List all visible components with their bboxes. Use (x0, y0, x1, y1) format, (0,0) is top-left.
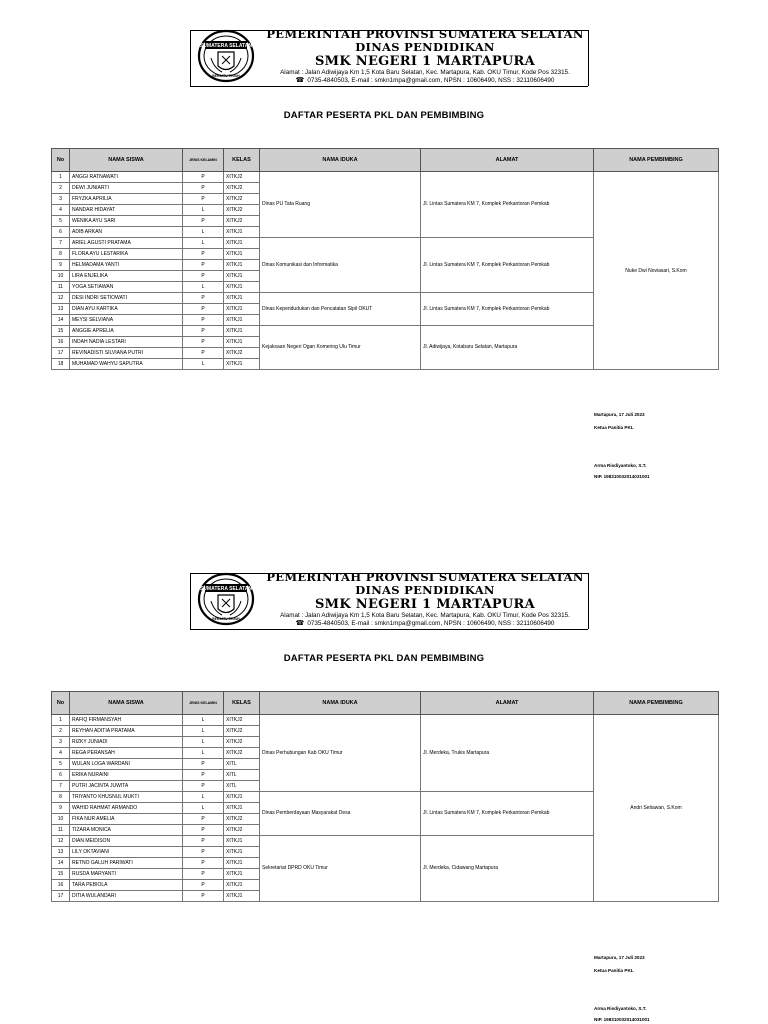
cell-nama: RAFIQ FIRMANSYAH (70, 715, 183, 726)
table-row (52, 172, 719, 183)
cell-iduka-name: Dinas PU Tata Ruang (260, 172, 421, 238)
cell-kelas: XITKJ2 (224, 172, 260, 183)
cell-jk: L (183, 726, 224, 737)
cell-no: 8 (52, 249, 70, 260)
letterhead-line-2: DINAS PENDIDIKAN (355, 40, 495, 54)
cell-jk: P (183, 781, 224, 792)
cell-jk: P (183, 260, 224, 271)
cell-kelas: XITKJ1 (224, 260, 260, 271)
cell-nama: MEYSI SELVIANA (70, 315, 183, 326)
column-header-nama: NAMA SISWA (70, 149, 183, 172)
cell-kelas: XITKJ2 (224, 715, 260, 726)
cell-kelas: XITKJ1 (224, 858, 260, 869)
letterhead-school-name: SMK NEGERI 1 MARTAPURA (314, 597, 536, 612)
cell-kelas: XITKJ2 (224, 737, 260, 748)
cell-no: 12 (52, 293, 70, 304)
column-header-kelas: KELAS (224, 692, 260, 715)
cell-no: 3 (52, 194, 70, 205)
cell-nama: DIAN MEIDISON (70, 836, 183, 847)
cell-iduka-address: Jl. Adiwijaya, Kotabaru Selatan, Martapura (421, 326, 594, 370)
table-header-row (52, 692, 719, 715)
cell-nama: RETNO GALUH PARIWATI (70, 858, 183, 869)
cell-kelas: XITKJ1 (224, 891, 260, 902)
cell-jk: P (183, 348, 224, 359)
cell-kelas: XITKJ1 (224, 803, 260, 814)
cell-no: 5 (52, 759, 70, 770)
cell-nama: REGA PERANSAH (70, 748, 183, 759)
cell-iduka-address: Jl. Lintas Sumatera KM 7, Komplek Perkantoran Pemkab (421, 238, 594, 293)
cell-kelas: XITKJ2 (224, 205, 260, 216)
cell-jk: L (183, 359, 224, 370)
emblem-bottom-text: BERSATU TEGUH (212, 617, 240, 621)
cell-nama: ARIEL AGUSTI PRATAMA (70, 238, 183, 249)
cell-no: 17 (52, 348, 70, 359)
cell-kelas: XITKJ2 (224, 348, 260, 359)
cell-jk: P (183, 770, 224, 781)
cell-nama: WENIKA AYU SARI (70, 216, 183, 227)
cell-jk: L (183, 792, 224, 803)
column-header-alamat: ALAMAT (421, 692, 594, 715)
cell-kelas: XITKJ2 (224, 814, 260, 825)
cell-nama: MUHAMAD WAHYU SAPUTRA (70, 359, 183, 370)
cell-no: 11 (52, 282, 70, 293)
cell-nama: ANGGIE APRELIA (70, 326, 183, 337)
letterhead-left-rule (190, 30, 191, 86)
letterhead-address: Alamat : Jalan Adiwijaya Km 1,5 Kota Baru Selatan, Kec. Martapura, Kab. OKU Timur, Kode Pos 32315. (280, 612, 570, 619)
cell-nama: NANDAR HIDAYAT (70, 205, 183, 216)
cell-no: 8 (52, 792, 70, 803)
cell-nama: ADIB ARKAN (70, 227, 183, 238)
signature-date: Martapura, 17 Juli 2023 (594, 412, 645, 417)
letterhead-line-1: PEMERINTAH PROVINSI SUMATERA SELATAN (266, 27, 584, 41)
cell-nama: LILY OKTAVIANI (70, 847, 183, 858)
letterhead (0, 571, 768, 629)
cell-kelas: XITKJ1 (224, 792, 260, 803)
cell-kelas: XITKJ1 (224, 337, 260, 348)
cell-no: 1 (52, 172, 70, 183)
cell-iduka-name: Kejaksaan Negeri Ogan Komering Ulu Timur (260, 326, 421, 370)
cell-nama: FLORA AYU LESTARIKA (70, 249, 183, 260)
cell-jk: P (183, 304, 224, 315)
letterhead-address: Alamat : Jalan Adiwijaya Km 1,5 Kota Baru Selatan, Kec. Martapura, Kab. OKU Timur, Kode Pos 32315. (280, 69, 570, 76)
cell-kelas: XITKJ2 (224, 726, 260, 737)
participant-table (51, 148, 719, 370)
cell-jk: P (183, 315, 224, 326)
cell-nama: TARA PEBIOLA (70, 880, 183, 891)
cell-kelas: XITKJ2 (224, 183, 260, 194)
cell-iduka-name: Dinas Komunikasi dan Informatika (260, 238, 421, 293)
cell-no: 2 (52, 726, 70, 737)
cell-nama: DITIA WULANDARI (70, 891, 183, 902)
cell-jk: P (183, 847, 224, 858)
signature-role: Ketua Panitia PKL (594, 968, 634, 973)
cell-nama: WAHID RAHMAT ARMANDO (70, 803, 183, 814)
emblem-top-text: SUMATERA SELATAN (199, 43, 253, 50)
cell-iduka-address: Jl. Merdeka, Trukis Martapura (421, 715, 594, 792)
cell-jk: P (183, 183, 224, 194)
column-header-pembimbing: NAMA PEMBIMBING (594, 692, 719, 715)
letterhead-school-name: SMK NEGERI 1 MARTAPURA (314, 54, 536, 69)
letterhead-text (260, 28, 590, 85)
cell-jk: P (183, 869, 224, 880)
cell-jk: P (183, 337, 224, 348)
cell-jk: P (183, 249, 224, 260)
cell-iduka-name: Dinas Perhubungan Kab OKU Timur (260, 715, 421, 792)
document-page-1 (0, 27, 768, 479)
letterhead-line-2: DINAS PENDIDIKAN (355, 583, 495, 597)
cell-jk: P (183, 825, 224, 836)
cell-jk: P (183, 891, 224, 902)
cell-supervisor: Nuke Dwi Noviasari, S.Kom (594, 172, 719, 370)
cell-kelas: XITKJ1 (224, 227, 260, 238)
signature-name: Arma Risdiyantoko, S.T. (594, 1006, 647, 1011)
cell-no: 18 (52, 359, 70, 370)
signature-role: Ketua Panitia PKL (594, 425, 634, 430)
cell-iduka-address: Jl. Lintas Sumatera KM 7, Komplek Perkantoran Pemkab (421, 293, 594, 326)
cell-kelas: XITL (224, 781, 260, 792)
column-header-nama: NAMA SISWA (70, 692, 183, 715)
cell-kelas: XITKJ1 (224, 869, 260, 880)
cell-no: 14 (52, 858, 70, 869)
cell-jk: P (183, 326, 224, 337)
cell-kelas: XITKJ1 (224, 238, 260, 249)
cell-no: 11 (52, 825, 70, 836)
cell-no: 5 (52, 216, 70, 227)
cell-kelas: XITKJ1 (224, 880, 260, 891)
letterhead-contact (260, 77, 590, 85)
emblem-bottom-text: BERSATU TEGUH (212, 74, 240, 78)
cell-kelas: XITKJ2 (224, 194, 260, 205)
cell-jk: P (183, 880, 224, 891)
letterhead (0, 28, 768, 86)
cell-kelas: XITKJ1 (224, 836, 260, 847)
cell-no: 7 (52, 238, 70, 249)
cell-kelas: XITKJ1 (224, 315, 260, 326)
cell-jk: P (183, 194, 224, 205)
cell-no: 6 (52, 770, 70, 781)
cell-kelas: XITL (224, 770, 260, 781)
cell-no: 10 (52, 271, 70, 282)
cell-nama: HELMADAMA YANTI (70, 260, 183, 271)
letterhead-contact-text: 0735-4840503, E-mail : smkn1mpa@gmail.com, NPSN : 10606490, NSS : 32110606490 (307, 620, 555, 627)
document-page-2 (0, 570, 768, 1022)
provincial-emblem-icon (196, 571, 256, 627)
cell-no: 10 (52, 814, 70, 825)
signature-date: Martapura, 17 Juli 2023 (594, 955, 645, 960)
cell-jk: P (183, 293, 224, 304)
cell-nama: DEWI JUNIARTI (70, 183, 183, 194)
cell-jk: P (183, 858, 224, 869)
column-header-no: No (52, 692, 70, 715)
document-title: DAFTAR PESERTA PKL DAN PEMBIMBING (283, 653, 485, 664)
column-header-iduka: NAMA IDUKA (260, 149, 421, 172)
cell-nama: TRIYANTO KHUSNUL MUKTI (70, 792, 183, 803)
cell-nama: TIZARA MONICA (70, 825, 183, 836)
letterhead-left-rule (190, 573, 191, 629)
cell-nama: DESI INDRI SETIOWATI (70, 293, 183, 304)
cell-jk: P (183, 172, 224, 183)
column-header-no: No (52, 149, 70, 172)
cell-kelas: XITKJ1 (224, 293, 260, 304)
cell-no: 7 (52, 781, 70, 792)
cell-no: 9 (52, 260, 70, 271)
cell-kelas: XITKJ1 (224, 304, 260, 315)
cell-jk: L (183, 715, 224, 726)
cell-kelas: XITKJ1 (224, 249, 260, 260)
cell-no: 16 (52, 337, 70, 348)
cell-nama: ANGGI RATNAWATI (70, 172, 183, 183)
telephone-icon: ☎ (295, 77, 305, 84)
cell-kelas: XITKJ1 (224, 359, 260, 370)
cell-nama: RUSDA MARYANTI (70, 869, 183, 880)
cell-no: 4 (52, 205, 70, 216)
column-header-pembimbing: NAMA PEMBIMBING (594, 149, 719, 172)
telephone-icon: ☎ (295, 620, 305, 627)
cell-kelas: XITL (224, 759, 260, 770)
cell-nama: REVINADISTI SILVIANA PUTRI (70, 348, 183, 359)
cell-nama: DIAN AYU KARTIKA (70, 304, 183, 315)
cell-no: 1 (52, 715, 70, 726)
cell-jk: P (183, 271, 224, 282)
letterhead-contact (260, 620, 590, 628)
cell-iduka-name: Dinas Kependudukan dan Pencatatan Sipil OKUT (260, 293, 421, 326)
cell-no: 13 (52, 304, 70, 315)
table-row (52, 715, 719, 726)
cell-jk: L (183, 238, 224, 249)
column-header-jk: JENIS KELAMIN (183, 692, 224, 715)
column-header-jk: JENIS KELAMIN (183, 149, 224, 172)
column-header-alamat: ALAMAT (421, 149, 594, 172)
cell-kelas: XITKJ1 (224, 847, 260, 858)
cell-iduka-address: Jl. Merdeka, Cidawang Martapura (421, 836, 594, 902)
cell-nama: YOGA SETIAWAN (70, 282, 183, 293)
document-title: DAFTAR PESERTA PKL DAN PEMBIMBING (283, 110, 485, 121)
cell-jk: P (183, 836, 224, 847)
cell-jk: L (183, 748, 224, 759)
cell-no: 13 (52, 847, 70, 858)
cell-nama: FIKA NUR AMELIA (70, 814, 183, 825)
cell-no: 15 (52, 326, 70, 337)
cell-nama: ERIKA NURAINI (70, 770, 183, 781)
cell-nama: REYHAN ADITIA PRATAMA (70, 726, 183, 737)
cell-kelas: XITKJ1 (224, 326, 260, 337)
cell-nama: WULAN LOGA WARDANI (70, 759, 183, 770)
cell-jk: L (183, 227, 224, 238)
cell-no: 2 (52, 183, 70, 194)
cell-kelas: XITKJ2 (224, 748, 260, 759)
cell-iduka-address: Jl. Lintas Sumatera KM 7, Komplek Perkantoran Pemkab (421, 172, 594, 238)
cell-jk: L (183, 737, 224, 748)
letterhead-bottom-rule (190, 629, 588, 630)
emblem-top-text: SUMATERA SELATAN (199, 586, 253, 593)
cell-no: 12 (52, 836, 70, 847)
cell-no: 14 (52, 315, 70, 326)
cell-jk: P (183, 814, 224, 825)
cell-jk: P (183, 216, 224, 227)
cell-no: 17 (52, 891, 70, 902)
provincial-emblem-icon (196, 28, 256, 84)
cell-nama: RIZKY JUNIADI (70, 737, 183, 748)
cell-no: 4 (52, 748, 70, 759)
cell-kelas: XITKJ2 (224, 825, 260, 836)
cell-iduka-name: Sekretariat DPRD OKU Timur (260, 836, 421, 902)
column-header-kelas: KELAS (224, 149, 260, 172)
cell-no: 15 (52, 869, 70, 880)
participant-table (51, 691, 719, 902)
cell-jk: P (183, 759, 224, 770)
cell-kelas: XITKJ1 (224, 271, 260, 282)
column-header-iduka: NAMA IDUKA (260, 692, 421, 715)
cell-no: 9 (52, 803, 70, 814)
cell-iduka-name: Dinas Pemberdayaan Masyarakat Desa (260, 792, 421, 836)
cell-nama: PUTRI JACINTA JUWITA (70, 781, 183, 792)
cell-nama: FRYZKA APRILIA (70, 194, 183, 205)
cell-nama: INDAH NADIA LESTARI (70, 337, 183, 348)
cell-jk: L (183, 282, 224, 293)
cell-no: 3 (52, 737, 70, 748)
letterhead-text (260, 571, 590, 628)
signature-nip: NIP. 198310032014031001 (594, 474, 650, 479)
letterhead-line-1: PEMERINTAH PROVINSI SUMATERA SELATAN (266, 570, 584, 584)
cell-jk: L (183, 803, 224, 814)
cell-kelas: XITKJ2 (224, 216, 260, 227)
signature-nip: NIP. 198310032014031001 (594, 1017, 650, 1022)
table-header-row (52, 149, 719, 172)
letterhead-bottom-rule (190, 86, 588, 87)
cell-iduka-address: Jl. Lintas Sumatera KM 7, Komplek Perkantoran Pemkab (421, 792, 594, 836)
signature-name: Arma Risdiyantoko, S.T. (594, 463, 647, 468)
cell-kelas: XITKJ1 (224, 282, 260, 293)
cell-jk: L (183, 205, 224, 216)
cell-no: 16 (52, 880, 70, 891)
letterhead-contact-text: 0735-4840503, E-mail : smkn1mpa@gmail.com, NPSN : 10606490, NSS : 32110606490 (307, 77, 555, 84)
cell-supervisor: Andri Setiawan, S.Kom (594, 715, 719, 902)
cell-nama: LIRA ENJELIKA (70, 271, 183, 282)
cell-no: 6 (52, 227, 70, 238)
